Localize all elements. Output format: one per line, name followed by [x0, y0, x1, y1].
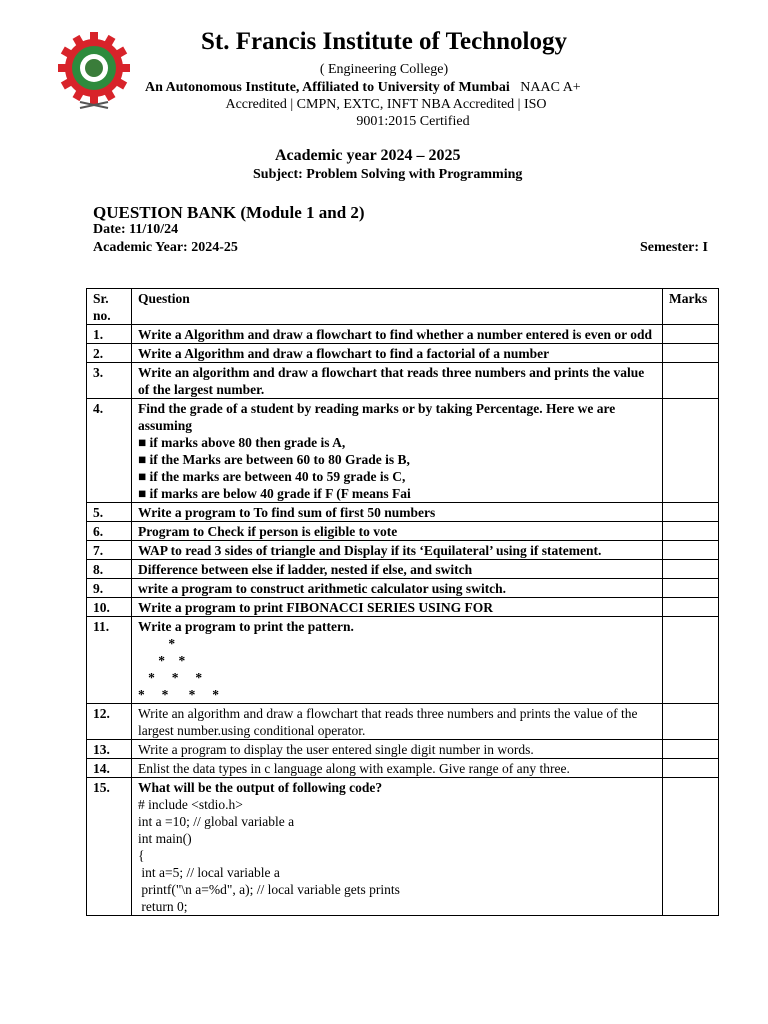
question-line: Write a program to print the pattern.	[138, 619, 354, 634]
table-header-row	[87, 289, 719, 325]
question-number: 12.	[87, 704, 132, 740]
code-line: return 0;	[138, 899, 188, 914]
code-line: printf("\n a=%d", a); // local variable gets prints	[138, 882, 400, 897]
question-line: ■ if the Marks are between 60 to 80 Grade is B,	[138, 452, 410, 467]
table-row	[87, 541, 719, 560]
table-row	[87, 560, 719, 579]
affiliation-line-2: Accredited | CMPN, EXTC, INFT NBA Accredited | ISO	[225, 97, 547, 112]
marks-cell	[663, 579, 719, 598]
question-text	[132, 503, 663, 522]
code-line: int a=5; // local variable a	[138, 865, 280, 880]
question-text	[132, 598, 663, 617]
question-line: Difference between else if ladder, nested if else, and switch	[138, 562, 473, 577]
header-sr-no: Sr. no.	[87, 289, 132, 325]
question-text	[132, 541, 663, 560]
marks-cell	[663, 399, 719, 503]
header-question: Question	[132, 289, 663, 325]
question-text	[132, 522, 663, 541]
question-line: write a program to construct arithmetic calculator using switch.	[138, 581, 507, 596]
subject-heading: Subject: Problem Solving with Programming	[253, 167, 523, 182]
question-table-body	[87, 325, 719, 916]
institute-name: St. Francis Institute of Technology	[200, 28, 567, 55]
code-line: # include <stdio.h>	[138, 797, 243, 812]
pattern-line: * *	[138, 653, 186, 668]
question-number: 1.	[87, 325, 132, 344]
question-line: WAP to read 3 sides of triangle and Display if its ‘Equilateral’ using if statement.	[138, 543, 602, 558]
question-line: Write a program to display the user entered single digit number in words.	[138, 742, 534, 757]
question-bank-title: QUESTION BANK (Module 1 and 2)	[93, 203, 365, 222]
header-marks: Marks	[663, 289, 719, 325]
question-line: What will be the output of following code?	[138, 780, 383, 795]
code-line: int main()	[138, 831, 192, 846]
table-row	[87, 704, 719, 740]
marks-cell	[663, 522, 719, 541]
question-line: ■ if the marks are between 40 to 59 grade is C,	[138, 469, 406, 484]
table-row	[87, 344, 719, 363]
question-text	[132, 704, 663, 740]
marks-cell	[663, 560, 719, 579]
pattern-line: *	[138, 636, 176, 651]
question-line: Write an algorithm and draw a flowchart that reads three numbers and prints the value of the largest number.using conditional operator.	[138, 706, 638, 738]
institute-type: ( Engineering College)	[319, 62, 449, 77]
table-row	[87, 522, 719, 541]
question-line: Write a Algorithm and draw a flowchart to find whether a number entered is even or odd	[138, 327, 652, 342]
question-line: Find the grade of a student by reading marks or by taking Percentage. Here we are assuming	[138, 401, 616, 433]
question-number: 8.	[87, 560, 132, 579]
marks-cell	[663, 759, 719, 778]
marks-cell	[663, 363, 719, 399]
code-line: {	[138, 848, 145, 863]
question-line: Write an algorithm and draw a flowchart that reads three numbers and prints the value of the largest number.	[138, 365, 645, 397]
question-line: Program to Check if person is eligible to vote	[138, 524, 398, 539]
question-number: 11.	[87, 617, 132, 704]
question-number: 3.	[87, 363, 132, 399]
question-line: Write a Algorithm and draw a flowchart to find a factorial of a number	[138, 346, 550, 361]
question-text	[132, 617, 663, 704]
affiliation-line-3: 9001:2015 Certified	[356, 114, 470, 129]
question-text	[132, 778, 663, 916]
question-line: Write a program to To find sum of first 50 numbers	[138, 505, 436, 520]
question-text	[132, 759, 663, 778]
question-text	[132, 363, 663, 399]
table-row	[87, 617, 719, 704]
marks-cell	[663, 598, 719, 617]
question-number: 13.	[87, 740, 132, 759]
affiliation-text: An Autonomous Institute, Affiliated to University of Mumbai	[145, 80, 510, 95]
table-row	[87, 740, 719, 759]
question-number: 4.	[87, 399, 132, 503]
code-line: int a =10; // global variable a	[138, 814, 295, 829]
question-text	[132, 560, 663, 579]
question-number: 14.	[87, 759, 132, 778]
question-number: 2.	[87, 344, 132, 363]
question-text	[132, 399, 663, 503]
question-number: 6.	[87, 522, 132, 541]
table-row	[87, 778, 719, 916]
marks-cell	[663, 325, 719, 344]
table-row	[87, 399, 719, 503]
question-number: 10.	[87, 598, 132, 617]
marks-cell	[663, 541, 719, 560]
question-line: ■ if marks above 80 then grade is A,	[138, 435, 346, 450]
marks-cell	[663, 778, 719, 916]
marks-cell	[663, 740, 719, 759]
table-row	[87, 325, 719, 344]
pattern-line: * * * *	[138, 687, 219, 702]
affiliation-line-1	[145, 80, 581, 96]
question-table	[86, 288, 719, 916]
question-number: 15.	[87, 778, 132, 916]
question-text	[132, 740, 663, 759]
pattern-line: * * *	[138, 670, 203, 685]
question-number: 9.	[87, 579, 132, 598]
question-text	[132, 579, 663, 598]
naac-grade: NAAC A+	[520, 80, 581, 95]
marks-cell	[663, 503, 719, 522]
question-text	[132, 344, 663, 363]
table-row	[87, 503, 719, 522]
semester-line: Semester: I	[639, 240, 708, 255]
question-line: Enlist the data types in c language along with example. Give range of any three.	[138, 761, 570, 776]
table-row	[87, 363, 719, 399]
question-number: 5.	[87, 503, 132, 522]
date-line: Date: 11/10/24	[93, 222, 179, 237]
question-text	[132, 325, 663, 344]
table-row	[87, 579, 719, 598]
marks-cell	[663, 617, 719, 704]
marks-cell	[663, 344, 719, 363]
question-line: Write a program to print FIBONACCI SERIES USING FOR	[138, 600, 494, 615]
question-line: ■ if marks are below 40 grade if F (F means Fai	[138, 486, 411, 501]
marks-cell	[663, 704, 719, 740]
table-row	[87, 759, 719, 778]
table-row	[87, 598, 719, 617]
question-number: 7.	[87, 541, 132, 560]
academic-year-line: Academic Year: 2024-25	[93, 240, 238, 255]
academic-year-heading: Academic year 2024 – 2025	[275, 147, 461, 164]
